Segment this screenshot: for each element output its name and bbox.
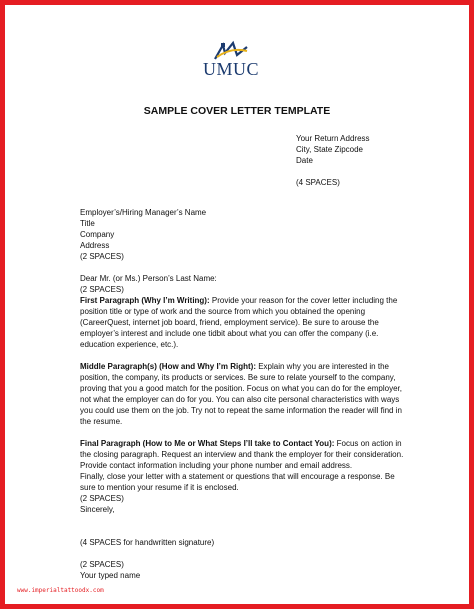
- city-state-line: City, State Zipcode: [296, 145, 363, 154]
- signature-spaces-note: (4 SPACES for handwritten signature): [80, 538, 215, 547]
- final-paragraph-heading: Final Paragraph (How to Me or What Steps I’ll take to Contact You):: [80, 439, 335, 448]
- recipient-company: Company: [80, 230, 115, 239]
- recipient-name: Employer’s/Hiring Manager’s Name: [80, 208, 207, 217]
- recipient-address: Address: [80, 241, 110, 250]
- spaces-note: (4 SPACES): [296, 178, 340, 187]
- date-line: Date: [296, 156, 313, 165]
- watermark-text: www.imperialtattoodx.com: [17, 587, 104, 594]
- salutation: Dear Mr. (or Ms.) Person’s Last Name:: [80, 274, 217, 283]
- umuc-logo: [203, 39, 281, 85]
- umuc-emblem-icon: [211, 39, 251, 61]
- middle-paragraph-text: Explain why you are interested in the position, the company, its products or services. Be sure to relate yourself to the company, proving that you a good match for the position. Focus on what you can do for the employer, not what the employer can do for you. You can also cite personal characteristics with ways you could use them on the job. Try not to repeat the same information the reader will find in the resume.: [80, 362, 402, 426]
- final-paragraph-continued: Finally, close your letter with a statement or questions that will encourage a response. Be sure to mention your resume if it is enclosed.: [80, 472, 395, 492]
- final-paragraph: [80, 438, 410, 471]
- first-paragraph-text: Provide your reason for the cover letter including the position title or type of work and the source from which you obtained the opening (CareerQuest, internet job board, friend, employment service). Be sure to arouse the employer’s interest and include one tidbit about what you can offer the company (i.e. education experience, etc.).: [80, 296, 398, 349]
- spaces-note: (2 SPACES): [80, 252, 124, 261]
- return-address-line: Your Return Address: [296, 134, 370, 143]
- typed-name: Your typed name: [80, 571, 141, 580]
- first-paragraph: [80, 295, 410, 350]
- logo-text: UMUC: [203, 59, 260, 79]
- spaces-note: (2 SPACES): [80, 560, 124, 569]
- spaces-note: (2 SPACES): [80, 285, 124, 294]
- letter-body: [80, 207, 410, 581]
- spaces-note: (2 SPACES): [80, 494, 124, 503]
- middle-paragraph-heading: Middle Paragraph(s) (How and Why I’m Right):: [80, 362, 256, 371]
- final-paragraph-text: Focus on action in the closing paragraph. Request an interview and thank the employer for their consideration. Provide contact information including your phone number and email address.: [80, 439, 404, 470]
- middle-paragraph: [80, 361, 410, 427]
- closing-sincerely: Sincerely,: [80, 505, 115, 514]
- first-paragraph-heading: First Paragraph (Why I’m Writing):: [80, 296, 210, 305]
- page-title: SAMPLE COVER LETTER TEMPLATE: [143, 105, 331, 117]
- return-address-block: [296, 133, 370, 188]
- recipient-title: Title: [80, 219, 95, 228]
